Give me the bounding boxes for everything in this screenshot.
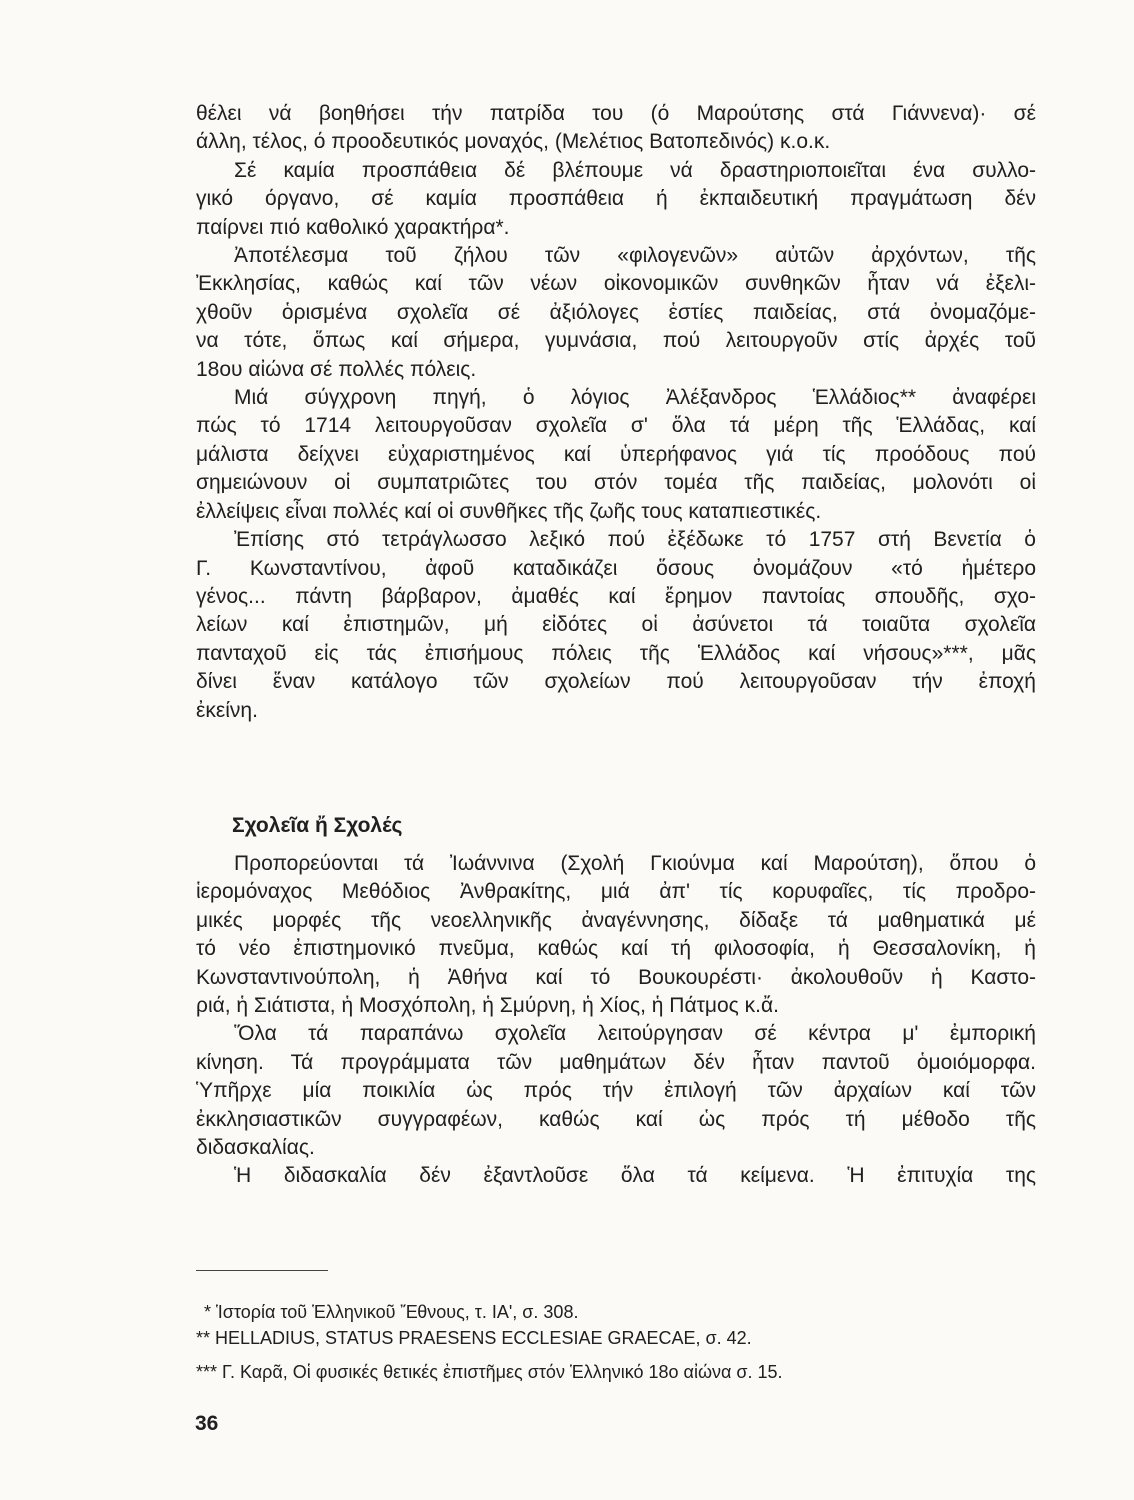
paragraph (196, 526, 1036, 725)
text-line: τό νέο ἐπιστημονικό πνεῦμα, καθώς καί τή φιλοσοφία, ἡ Θεσσαλονίκη, ἡ (196, 937, 1036, 961)
section-heading: Σχολεῖα ἤ Σχολές (232, 814, 403, 837)
paragraph (196, 384, 1036, 526)
paragraph (196, 157, 1036, 242)
text-line: ἱερομόναχος Μεθόδιος Ἀνθρακίτης, μιά ἀπ' τίς κορυφαῖες, τίς προδρο- (196, 880, 1036, 904)
text-line: Ὅλα τά παραπάνω σχολεῖα λειτούργησαν σέ κέντρα μ' ἐμπορική (234, 1022, 1036, 1046)
text-line: μικές μορφές τῆς νεοελληνικῆς ἀναγέννησης, δίδαξε τά μαθηματικά μέ (196, 908, 1036, 932)
body-text-top (196, 100, 1036, 725)
page-number: 36 (195, 1412, 219, 1435)
text-line: γένος... πάντη βάρβαρον, ἀμαθές καί ἔρημον παντοίας σπουδῆς, σχο- (196, 584, 1036, 608)
text-line: κίνηση. Τά προγράμματα τῶν μαθημάτων δέν ἦταν παντοῦ ὁμοιόμορφα. (196, 1050, 1036, 1074)
footnote-divider (196, 1270, 328, 1271)
paragraph (196, 242, 1036, 384)
text-line: ριά, ἡ Σιάτιστα, ἡ Μοσχόπολη, ἡ Σμύρνη, ἡ Χίος, ἡ Πάτμος κ.ἄ. (196, 994, 779, 1018)
text-line: μάλιστα δείχνει εὐχαριστημένος καί ὑπερήφανος γιά τίς προόδους πού (196, 442, 1036, 466)
footnotes (196, 1302, 1036, 1382)
paragraph (196, 1020, 1036, 1162)
text-line: να τότε, ὅπως καί σήμερα, γυμνάσια, πού λειτουργοῦν στίς ἀρχές τοῦ (196, 329, 1036, 353)
text-line: Ἐκκλησίας, καθώς καί τῶν νέων οἰκονομικῶν συνθηκῶν ἦταν νά ἐξελι- (196, 272, 1036, 296)
text-line: Κωνσταντινούπολη, ἡ Ἀθήνα καί τό Βουκουρέστι· ἀκολουθοῦν ἡ Καστο- (196, 965, 1036, 989)
text-line: λείων καί ἐπιστημῶν, μή εἰδότες οἱ ἀσύνετοι τά τοιαῦτα σχολεῖα (196, 613, 1036, 637)
text-line: ἐκκλησιαστικῶν συγγραφέων, καθώς καί ὡς πρός τή μέθοδο τῆς (196, 1107, 1036, 1131)
text-line: διδασκαλίας. (196, 1136, 315, 1160)
paragraph (196, 850, 1036, 1020)
text-line: δίνει ἕναν κατάλογο τῶν σχολείων πού λειτουργοῦσαν τήν ἐποχή (196, 670, 1036, 694)
text-line: Ἀποτέλεσμα τοῦ ζήλου τῶν «φιλογενῶν» αὐτῶν ἀρχόντων, τῆς (234, 244, 1036, 268)
text-line: Γ. Κωνσταντίνου, ἀφοῦ καταδικάζει ὅσους ὀνομάζουν «τό ἡμέτερο (196, 556, 1036, 580)
text-line: άλλη, τέλος, ό προοδευτικός μοναχός, (Μελέτιος Βατοπεδινός) κ.ο.κ. (196, 130, 831, 154)
text-line: θέλει νά βοηθήσει τήν πατρίδα του (ό Μαρούτσης στά Γιάννενα)· σέ (196, 102, 1036, 125)
text-line: Προπορεύονται τά Ἰωάννινα (Σχολή Γκιούνμα καί Μαρούτση), ὅπου ὁ (234, 852, 1036, 875)
text-line: Ἐπίσης στό τετράγλωσσο λεξικό πού ἐξέδωκε τό 1757 στή Βενετία ὁ (234, 528, 1036, 552)
paragraph (196, 1162, 1036, 1190)
text-line: πανταχοῦ εἰς τάς ἐπισήμους πόλεις τῆς Ἑλλάδος καί νήσους»***, μᾶς (196, 641, 1036, 665)
text-line: γικό όργανο, σέ καμία προσπάθεια ή ἐκπαιδευτική πραγμάτωση δέν (196, 187, 1036, 211)
footnote: ** HELLADIUS, STATUS PRAESENS ECCLESIAE GRAECAE, σ. 42. (196, 1328, 752, 1348)
text-line: παίρνει πιό καθολικό χαρακτήρα*. (196, 215, 510, 239)
text-line: Ἡ διδασκαλία δέν ἐξαντλοῦσε ὅλα τά κείμενα. Ἡ ἐπιτυχία της (234, 1164, 1036, 1188)
text-line: χθοῦν ὁρισμένα σχολεῖα σέ ἀξιόλογες ἑστίες παιδείας, στά ὀνομαζόμε- (196, 300, 1036, 324)
text-line: σημειώνουν οἱ συμπατριῶτες του στόν τομέα τῆς παιδείας, μολονότι οἱ (196, 471, 1036, 495)
body-text-bottom (196, 850, 1036, 1191)
text-line: πώς τό 1714 λειτουργοῦσαν σχολεῖα σ' ὅλα τά μέρη τῆς Ἑλλάδας, καί (196, 414, 1036, 438)
text-line: ἐκείνη. (196, 698, 258, 722)
text-line: Ὑπῆρχε μία ποικιλία ὡς πρός τήν ἐπιλογή τῶν ἀρχαίων καί τῶν (196, 1079, 1036, 1103)
text-line: ἐλλείψεις εἶναι πολλές καί οἱ συνθῆκες τῆς ζωῆς τους καταπιεστικές. (196, 499, 822, 523)
footnote: * Ἱστορία τοῦ Ἑλληνικοῦ Ἔθνους, τ. ΙΑ', σ. 308. (204, 1302, 579, 1322)
footnote: *** Γ. Καρᾶ, Οἱ φυσικές θετικές ἐπιστῆμες στόν Ἑλληνικό 18ο αἰώνα σ. 15. (196, 1362, 783, 1382)
text-line: Μιά σύγχρονη πηγή, ὁ λόγιος Ἀλέξανδρος Ἑλλάδιος** ἀναφέρει (234, 386, 1036, 410)
text-line: Σέ καμία προσπάθεια δέ βλέπουμε νά δραστηριοποιεῖται ένα συλλο- (234, 158, 1036, 182)
paragraph (196, 100, 1036, 157)
text-line: 18ου αἰώνα σέ πολλές πόλεις. (196, 357, 477, 381)
